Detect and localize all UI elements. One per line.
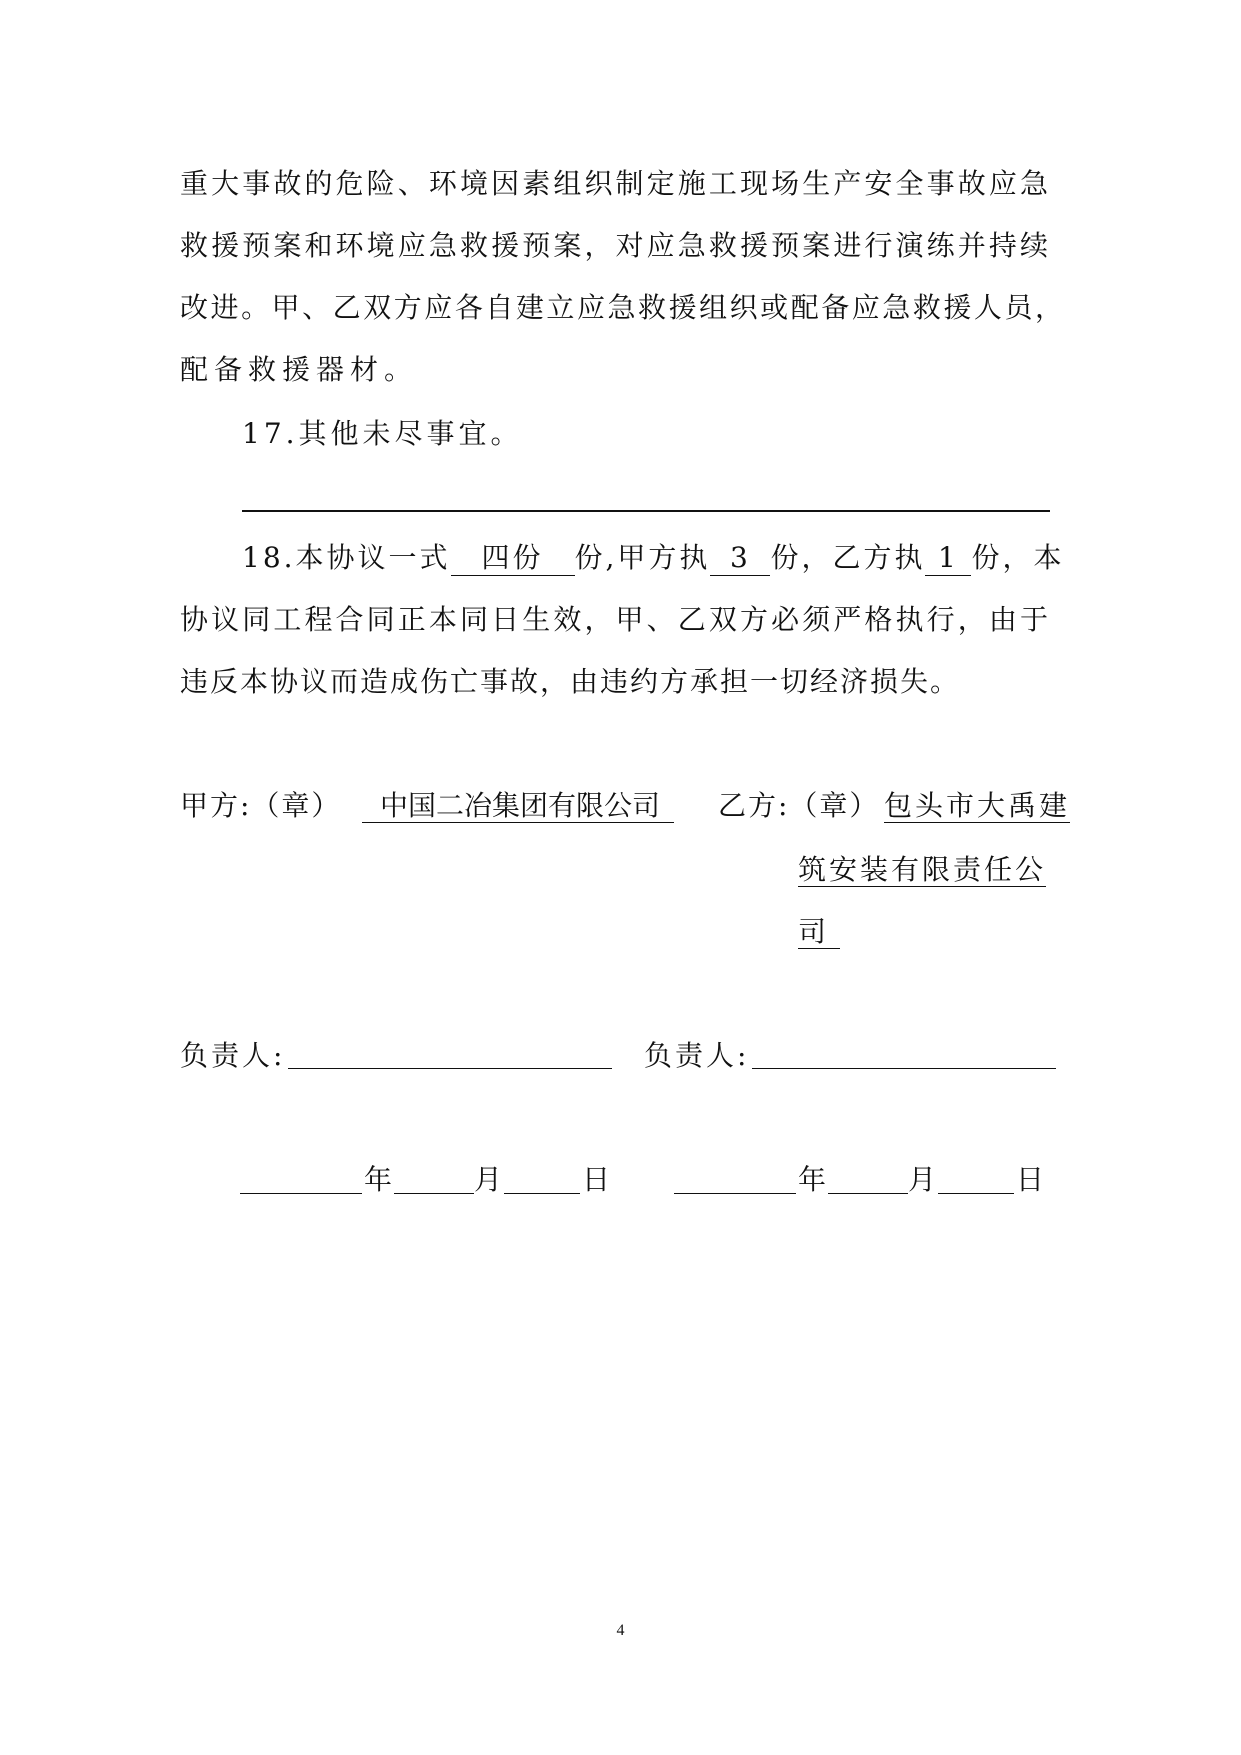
party-a-year-blank xyxy=(240,1193,362,1194)
party-b-company-part-1: 包头市大禹建 xyxy=(884,789,1071,822)
paragraph-16-line-1: 重大事故的危险、环境因素组织制定施工现场生产安全事故应急 xyxy=(180,167,1048,200)
party-b-label: 乙方:（章） xyxy=(718,789,880,822)
party-b-day-label: 日 xyxy=(1016,1163,1045,1196)
copies-total-field: 四份 xyxy=(451,541,575,576)
party-b-company-part-2: 筑安装有限责任公 xyxy=(798,853,1047,886)
item-18-prefix: 18.本协议一式 xyxy=(242,541,451,574)
party-b-responsible-blank xyxy=(752,1068,1056,1069)
paragraph-16-line-3: 改进。甲、乙双方应各自建立应急救援组织或配备应急救援人员， xyxy=(180,291,1063,324)
item-18-mid-2: 份，乙方执 xyxy=(770,541,926,574)
party-b-month-label: 月 xyxy=(908,1163,937,1196)
party-a-month-blank xyxy=(394,1193,474,1194)
paragraph-16-line-2: 救援预案和环境应急救援预案，对应急救援预案进行演练并持续 xyxy=(180,229,1048,262)
item-17: 17.其他未尽事宜。 xyxy=(242,417,523,450)
party-b-year-blank xyxy=(674,1193,796,1194)
party-b-name-line-2 xyxy=(798,850,1046,890)
party-a-copies-field: 3 xyxy=(710,541,770,576)
party-b-name-line-3 xyxy=(798,912,840,952)
party-b-company-part-3: 司 xyxy=(798,915,840,949)
paragraph-16-line-4: 配备救援器材。 xyxy=(180,353,419,386)
party-a-company: 中国二冶集团有限公司 xyxy=(362,789,674,823)
party-b-day-blank xyxy=(938,1193,1014,1194)
item-17-blank-line xyxy=(242,510,1050,512)
item-18-line-2: 协议同工程合同正本同日生效，甲、乙双方必须严格执行，由于 xyxy=(180,603,1048,636)
party-b-year-label: 年 xyxy=(798,1163,827,1196)
party-a-day-blank xyxy=(504,1193,580,1194)
party-a-year-label: 年 xyxy=(364,1163,393,1196)
page-number: 4 xyxy=(616,1622,625,1639)
item-18-mid-1: 份,甲方执 xyxy=(574,541,711,574)
party-b-copies-field: 1 xyxy=(925,541,971,576)
party-a-responsible-label: 负责人: xyxy=(180,1039,286,1072)
party-a-name xyxy=(362,786,674,826)
party-b-responsible-label: 负责人: xyxy=(644,1039,750,1072)
party-b-month-blank xyxy=(828,1193,908,1194)
party-a-responsible-blank xyxy=(288,1068,612,1069)
party-a-label: 甲方:（章） xyxy=(180,789,342,822)
item-18-line-1 xyxy=(242,538,1064,578)
item-18-line-3: 违反本协议而造成伤亡事故，由违约方承担一切经济损失。 xyxy=(180,665,961,698)
party-a-day-label: 日 xyxy=(582,1163,611,1196)
party-b-name-line-1 xyxy=(884,786,1070,826)
party-a-month-label: 月 xyxy=(474,1163,503,1196)
item-18-suffix: 份，本 xyxy=(971,541,1065,574)
